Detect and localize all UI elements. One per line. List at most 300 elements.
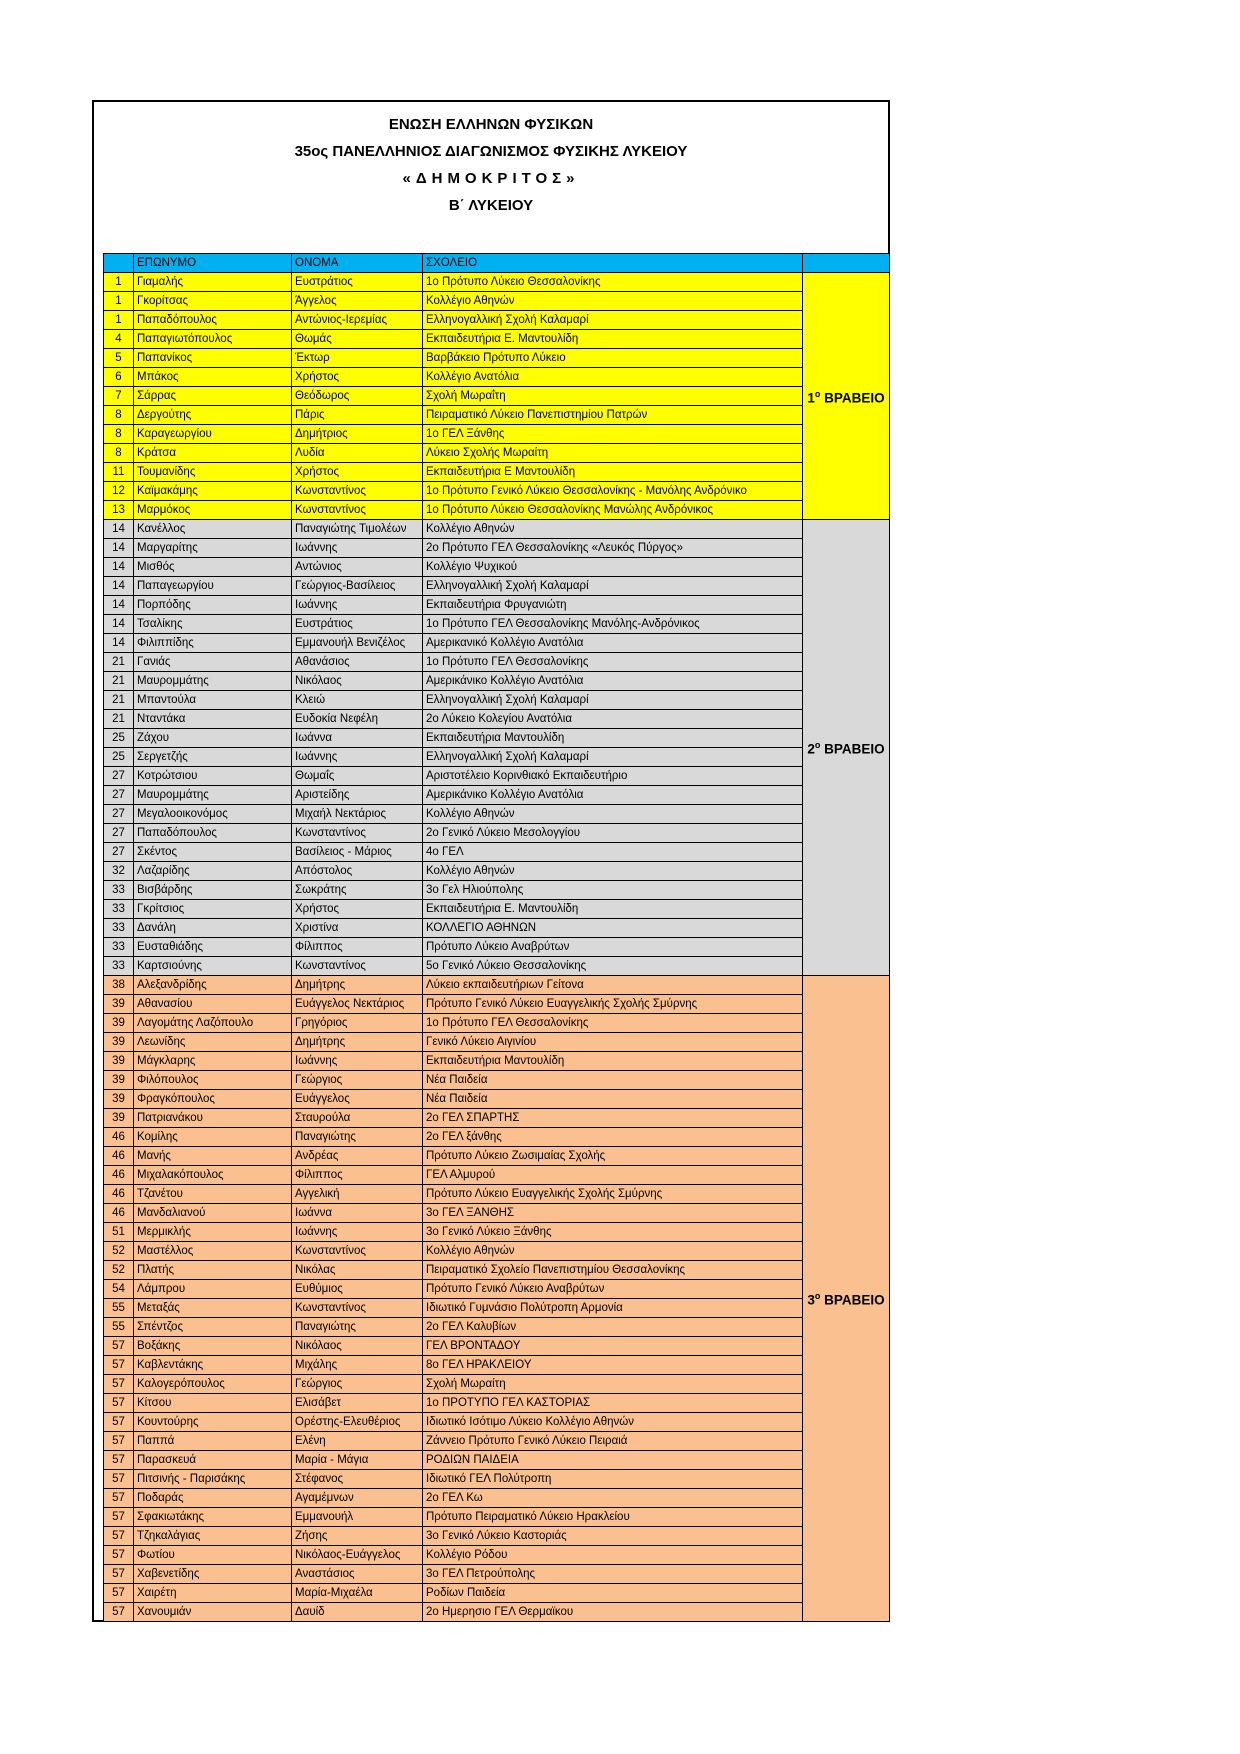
name-cell: Εμμανουήλ Βενιζέλος: [292, 634, 423, 653]
name-cell: Λυδία: [292, 444, 423, 463]
table-row: [104, 1546, 890, 1565]
school-cell: Εκπαιδευτήρια Φρυγανιώτη: [423, 596, 803, 615]
surname-cell: Κοτρώτσιου: [134, 767, 292, 786]
school-cell: Λύκειο Σχολής Μωραίτη: [423, 444, 803, 463]
school-cell: 3ο Γενικό Λύκειο Καστοριάς: [423, 1527, 803, 1546]
school-cell: Νέα Παιδεία: [423, 1071, 803, 1090]
school-cell: Αμερικανικό Κολλέγιο Ανατόλια: [423, 634, 803, 653]
name-cell: Ευάγγελος Νεκτάριος: [292, 995, 423, 1014]
name-cell: Χρήστος: [292, 463, 423, 482]
school-cell: 2ο Πρότυπο ΓΕΛ Θεσσαλονίκης «Λευκός Πύργος»: [423, 539, 803, 558]
surname-cell: Πιτσινής - Παρισάκης: [134, 1470, 292, 1489]
school-cell: Γενικό Λύκειο Αιγινίου: [423, 1033, 803, 1052]
surname-cell: Μανδαλιανού: [134, 1204, 292, 1223]
rank-cell: 6: [104, 368, 134, 387]
school-cell: 2ο Γενικό Λύκειο Μεσολογγίου: [423, 824, 803, 843]
table-row: [104, 1280, 890, 1299]
name-cell: Ορέστης-Ελευθέριος: [292, 1413, 423, 1432]
table-row: [104, 330, 890, 349]
surname-cell: Μιχαλακόπουλος: [134, 1166, 292, 1185]
surname-cell: Σφακιωτάκης: [134, 1508, 292, 1527]
rank-cell: 4: [104, 330, 134, 349]
surname-cell: Ευσταθιάδης: [134, 938, 292, 957]
rank-cell: 55: [104, 1318, 134, 1337]
name-cell: Έκτωρ: [292, 349, 423, 368]
surname-cell: Μαστέλλος: [134, 1242, 292, 1261]
rank-cell: 33: [104, 919, 134, 938]
prize-label: $1^o$ ΒΡΑΒΕΙΟ: [803, 273, 890, 520]
surname-cell: Λαζαρίδης: [134, 862, 292, 881]
surname-cell: Μαυρομμάτης: [134, 672, 292, 691]
rank-cell: 1: [104, 292, 134, 311]
name-cell: Ζήσης: [292, 1527, 423, 1546]
name-cell: Απόστολος: [292, 862, 423, 881]
school-cell: 3ο ΓΕΛ Πετρούπολης: [423, 1565, 803, 1584]
school-cell: 3ο ΓΕΛ ΞΑΝΘΗΣ: [423, 1204, 803, 1223]
rank-cell: 46: [104, 1166, 134, 1185]
prize-column-header: [803, 254, 890, 273]
surname-cell: Πορπόδης: [134, 596, 292, 615]
table-row: [104, 1356, 890, 1375]
table-row: [104, 919, 890, 938]
surname-cell: Παρασκευά: [134, 1451, 292, 1470]
table-row: [104, 1109, 890, 1128]
school-cell: Κολλέγιο Αθηνών: [423, 862, 803, 881]
surname-cell: Γκρίτσιος: [134, 900, 292, 919]
name-cell: Γρηγόριος: [292, 1014, 423, 1033]
surname-cell: Καραγεωργίου: [134, 425, 292, 444]
name-cell: Νικόλας: [292, 1261, 423, 1280]
school-cell: 2ο ΓΕΛ ξάνθης: [423, 1128, 803, 1147]
name-cell: Παναγιώτης Τιμολέων: [292, 520, 423, 539]
table-row: [104, 957, 890, 976]
table-row: [104, 425, 890, 444]
school-cell: Ελληνογαλλική Σχολή Καλαμαρί: [423, 577, 803, 596]
results-table: [103, 253, 890, 1622]
rank-cell: 14: [104, 520, 134, 539]
surname-cell: Σκέντος: [134, 843, 292, 862]
school-cell: Λύκειο εκπαιδευτήριων Γείτονα: [423, 976, 803, 995]
rank-cell: 57: [104, 1470, 134, 1489]
table-row: [104, 1470, 890, 1489]
table-row: [104, 881, 890, 900]
table-row: [104, 634, 890, 653]
rank-cell: 25: [104, 748, 134, 767]
name-cell: Ευθύμιος: [292, 1280, 423, 1299]
rank-cell: 13: [104, 501, 134, 520]
name-cell: Φίλιππος: [292, 938, 423, 957]
name-cell: Ιωάννης: [292, 539, 423, 558]
name-cell: Χριστίνα: [292, 919, 423, 938]
surname-cell: Τζηκαλάγιας: [134, 1527, 292, 1546]
table-row: [104, 368, 890, 387]
surname-cell: Μαρμόκος: [134, 501, 292, 520]
table-row: [104, 444, 890, 463]
table-row: [104, 1185, 890, 1204]
table-row: [104, 843, 890, 862]
name-cell: Πάρις: [292, 406, 423, 425]
surname-cell: Παπανίκος: [134, 349, 292, 368]
school-cell: 1ο ΠΡΟΤΥΠΟ ΓΕΛ ΚΑΣΤΟΡΙΑΣ: [423, 1394, 803, 1413]
name-cell: Ιωάννα: [292, 1204, 423, 1223]
rank-cell: 33: [104, 938, 134, 957]
school-column-header: ΣΧΟΛΕΙΟ: [423, 254, 803, 273]
rank-cell: 32: [104, 862, 134, 881]
title-competition: 35ος ΠΑΝΕΛΛΗΝΙΟΣ ΔΙΑΓΩΝΙΣΜΟΣ ΦΥΣΙΚΗΣ ΛΥΚΕΙΟΥ: [294, 143, 688, 160]
table-row: [104, 1071, 890, 1090]
surname-cell: Παπαγεωργίου: [134, 577, 292, 596]
school-cell: ΓΕΛ ΒΡΟΝΤΑΔΟΥ: [423, 1337, 803, 1356]
rank-cell: 52: [104, 1242, 134, 1261]
school-cell: Ιδιωτικό Γυμνάσιο Πολύτροπη Αρμονία: [423, 1299, 803, 1318]
name-cell: Κλειώ: [292, 691, 423, 710]
surname-cell: Χαβενετίδης: [134, 1565, 292, 1584]
rank-cell: 39: [104, 1109, 134, 1128]
name-cell: Αντώνιος-Ιερεμίας: [292, 311, 423, 330]
surname-cell: Παπαδόπουλος: [134, 824, 292, 843]
school-cell: Εκπαιδευτήρια Ε. Μαντουλίδη: [423, 900, 803, 919]
rank-cell: 57: [104, 1356, 134, 1375]
surname-cell: Καβλεντάκης: [134, 1356, 292, 1375]
school-cell: Σχολή Μωραίτη: [423, 1375, 803, 1394]
table-row: [104, 596, 890, 615]
school-cell: Πειραματικό Σχολείο Πανεπιστημίου Θεσσαλονίκης: [423, 1261, 803, 1280]
table-row: [104, 520, 890, 539]
rank-cell: 57: [104, 1508, 134, 1527]
surname-cell: Χανουμιάν: [134, 1603, 292, 1622]
surname-cell: Τσαλίκης: [134, 615, 292, 634]
school-cell: Ροδίων Παιδεία: [423, 1584, 803, 1603]
table-row: [104, 653, 890, 672]
surname-cell: Μάγκλαρης: [134, 1052, 292, 1071]
rank-cell: 21: [104, 691, 134, 710]
school-cell: Ζάννειο Πρότυπο Γενικό Λύκειο Πειραιά: [423, 1432, 803, 1451]
school-cell: Νέα Παιδεία: [423, 1090, 803, 1109]
table-row: [104, 1584, 890, 1603]
surname-cell: Σπέντζος: [134, 1318, 292, 1337]
rank-cell: 51: [104, 1223, 134, 1242]
table-row: [104, 805, 890, 824]
rank-cell: 33: [104, 881, 134, 900]
name-cell: Γεώργιος-Βασίλειος: [292, 577, 423, 596]
name-cell: Κωνσταντίνος: [292, 824, 423, 843]
surname-cell: Μισθός: [134, 558, 292, 577]
surname-cell: Ποδαράς: [134, 1489, 292, 1508]
surname-column-header: ΕΠΩΝΥΜΟ: [134, 254, 292, 273]
rank-cell: 5: [104, 349, 134, 368]
name-cell: Κωνσταντίνος: [292, 1299, 423, 1318]
table-row: [104, 862, 890, 881]
rank-cell: 39: [104, 1052, 134, 1071]
surname-cell: Γανιάς: [134, 653, 292, 672]
name-cell: Αθανάσιος: [292, 653, 423, 672]
name-cell: Γεώργιος: [292, 1071, 423, 1090]
name-cell: Ευδοκία Νεφέλη: [292, 710, 423, 729]
name-cell: Δαυίδ: [292, 1603, 423, 1622]
rank-cell: 57: [104, 1394, 134, 1413]
name-cell: Μιχαήλ Νεκτάριος: [292, 805, 423, 824]
prize-label: $3^o$ ΒΡΑΒΕΙΟ: [803, 976, 890, 1622]
table-row: [104, 463, 890, 482]
table-row: [104, 1261, 890, 1280]
name-cell: Κωνσταντίνος: [292, 957, 423, 976]
table-row: [104, 672, 890, 691]
title-competition-name: «ΔΗΜΟΚΡΙΤΟΣ»: [402, 170, 580, 187]
table-row: [104, 1299, 890, 1318]
table-row: [104, 900, 890, 919]
surname-cell: Μπαντούλα: [134, 691, 292, 710]
name-cell: Χρήστος: [292, 900, 423, 919]
school-cell: Αμερικάνικο Κολλέγιο Ανατόλια: [423, 786, 803, 805]
rank-cell: 8: [104, 406, 134, 425]
surname-cell: Λεωνίδης: [134, 1033, 292, 1052]
school-cell: Κολλέγιο Αθηνών: [423, 520, 803, 539]
school-cell: Αμερικάνικο Κολλέγιο Ανατόλια: [423, 672, 803, 691]
school-cell: 1ο Πρότυπο ΓΕΛ Θεσσαλονίκης: [423, 1014, 803, 1033]
table-row: [104, 976, 890, 995]
table-row: [104, 1413, 890, 1432]
name-cell: Σωκράτης: [292, 881, 423, 900]
rank-cell: 57: [104, 1603, 134, 1622]
rank-cell: 21: [104, 672, 134, 691]
name-cell: Μαρία - Μάγια: [292, 1451, 423, 1470]
surname-cell: Κανέλλος: [134, 520, 292, 539]
surname-cell: Πατριανάκου: [134, 1109, 292, 1128]
school-cell: Ιδιωτικό Ισότιμο Λύκειο Κολλέγιο Αθηνών: [423, 1413, 803, 1432]
name-cell: Νικόλαος: [292, 1337, 423, 1356]
school-cell: ΓΕΛ Αλμυρού: [423, 1166, 803, 1185]
surname-cell: Μπάκος: [134, 368, 292, 387]
table-row: [104, 1375, 890, 1394]
school-cell: 3ο Γελ Ηλιούπολης: [423, 881, 803, 900]
school-cell: Κολλέγιο Αθηνών: [423, 805, 803, 824]
rank-cell: 57: [104, 1451, 134, 1470]
surname-cell: Λάμπρου: [134, 1280, 292, 1299]
name-cell: Αναστάσιος: [292, 1565, 423, 1584]
school-cell: Σχολή Μωραΐτη: [423, 387, 803, 406]
rank-cell: 1: [104, 311, 134, 330]
table-row: [104, 1242, 890, 1261]
name-cell: Δημήτριος: [292, 425, 423, 444]
school-cell: Κολλέγιο Αθηνών: [423, 1242, 803, 1261]
table-row: [104, 1394, 890, 1413]
rank-cell: 33: [104, 957, 134, 976]
school-cell: Πρότυπο Λύκειο Αναβρύτων: [423, 938, 803, 957]
name-cell: Παναγιώτης: [292, 1318, 423, 1337]
table-row: [104, 1204, 890, 1223]
name-cell: Ιωάννα: [292, 729, 423, 748]
school-cell: 1ο Πρότυπο Γενικό Λύκειο Θεσσαλονίκης - Μανόλης Ανδρόνικο: [423, 482, 803, 501]
school-cell: Ελληνογαλλική Σχολή Καλαμαρί: [423, 311, 803, 330]
school-cell: Πρότυπο Γενικό Λύκειο Ευαγγελικής Σχολής Σμύρνης: [423, 995, 803, 1014]
rank-cell: 11: [104, 463, 134, 482]
table-row: [104, 691, 890, 710]
name-cell: Δημήτρης: [292, 1033, 423, 1052]
surname-cell: Χαιρέτη: [134, 1584, 292, 1603]
table-row: [104, 1090, 890, 1109]
school-cell: Εκπαιδευτήρια Μαντουλίδη: [423, 729, 803, 748]
school-cell: 2ο Ημερησιο ΓΕΛ Θερμαϊκου: [423, 1603, 803, 1622]
school-cell: 1ο Πρότυπο Λύκειο Θεσσαλονίκης Μανώλης Ανδρόνικος: [423, 501, 803, 520]
rank-cell: 57: [104, 1584, 134, 1603]
school-cell: 1ο ΓΕΛ Ξάνθης: [423, 425, 803, 444]
school-cell: Πρότυπο Πειραματικό Λύκειο Ηρακλείου: [423, 1508, 803, 1527]
name-cell: Άγγελος: [292, 292, 423, 311]
school-cell: 5ο Γενικό Λύκειο Θεσσαλονίκης: [423, 957, 803, 976]
rank-cell: 46: [104, 1185, 134, 1204]
rank-cell: 1: [104, 273, 134, 292]
school-cell: Πειραματικό Λύκειο Πανεπιστημίου Πατρών: [423, 406, 803, 425]
surname-cell: Αθανασίου: [134, 995, 292, 1014]
name-cell: Ανδρέας: [292, 1147, 423, 1166]
school-cell: Εκπαιδευτήρια Ε Μαντουλίδη: [423, 463, 803, 482]
name-cell: Σταυρούλα: [292, 1109, 423, 1128]
rank-cell: 14: [104, 615, 134, 634]
school-cell: ΡΟΔΙΩΝ ΠΑΙΔΕΙΑ: [423, 1451, 803, 1470]
name-cell: Ευστράτιος: [292, 615, 423, 634]
rank-cell: 38: [104, 976, 134, 995]
rank-cell: 52: [104, 1261, 134, 1280]
table-row: [104, 1603, 890, 1622]
title-grade: Β΄ ΛΥΚΕΙΟΥ: [448, 197, 534, 214]
name-cell: Θεόδωρος: [292, 387, 423, 406]
school-cell: Εκπαιδευτήρια Ε. Μαντουλίδη: [423, 330, 803, 349]
rank-cell: 33: [104, 900, 134, 919]
rank-cell: 27: [104, 843, 134, 862]
table-row: [104, 292, 890, 311]
school-cell: 4ο ΓΕΛ: [423, 843, 803, 862]
surname-cell: Σεργετζής: [134, 748, 292, 767]
school-cell: Πρότυπο Λύκειο Ζωσιμαίας Σχολής: [423, 1147, 803, 1166]
table-row: [104, 311, 890, 330]
name-column-header: ΟΝΟΜΑ: [292, 254, 423, 273]
table-row: [104, 1337, 890, 1356]
table-row: [104, 1527, 890, 1546]
rank-cell: 57: [104, 1527, 134, 1546]
rank-cell: 27: [104, 767, 134, 786]
school-cell: 8ο ΓΕΛ ΗΡΑΚΛΕΙΟΥ: [423, 1356, 803, 1375]
rank-cell: 14: [104, 558, 134, 577]
name-cell: Κωνσταντίνος: [292, 501, 423, 520]
table-row: [104, 482, 890, 501]
surname-cell: Μερμικλής: [134, 1223, 292, 1242]
rank-cell: 7: [104, 387, 134, 406]
table-row: [104, 577, 890, 596]
rank-cell: 14: [104, 539, 134, 558]
name-cell: Γεώργιος: [292, 1375, 423, 1394]
rank-cell: 46: [104, 1147, 134, 1166]
surname-cell: Σάρρας: [134, 387, 292, 406]
rank-cell: 39: [104, 1033, 134, 1052]
table-row: [104, 1451, 890, 1470]
surname-cell: Λαγομάτης Λαζόπουλο: [134, 1014, 292, 1033]
rank-column-header: [104, 254, 134, 273]
rank-cell: 39: [104, 1090, 134, 1109]
surname-cell: Αλεξανδρίδης: [134, 976, 292, 995]
surname-cell: Φραγκόπουλος: [134, 1090, 292, 1109]
name-cell: Εμμανουήλ: [292, 1508, 423, 1527]
surname-cell: Μαυρομμάτης: [134, 786, 292, 805]
surname-cell: Καϊμακάμης: [134, 482, 292, 501]
name-cell: Αντώνιος: [292, 558, 423, 577]
title-organization: ΕΝΩΣΗ ΕΛΛΗΝΩΝ ΦΥΣΙΚΩΝ: [388, 116, 594, 133]
surname-cell: Μαργαρίτης: [134, 539, 292, 558]
table-row: [104, 1052, 890, 1071]
table-row: [104, 1223, 890, 1242]
name-cell: Ιωάννης: [292, 1052, 423, 1071]
rank-cell: 46: [104, 1128, 134, 1147]
table-row: [104, 1489, 890, 1508]
rank-cell: 57: [104, 1375, 134, 1394]
name-cell: Θωμαΐς: [292, 767, 423, 786]
rank-cell: 39: [104, 1071, 134, 1090]
surname-cell: Κράτσα: [134, 444, 292, 463]
name-cell: Ελένη: [292, 1432, 423, 1451]
school-cell: Ελληνογαλλική Σχολή Καλαμαρί: [423, 691, 803, 710]
table-row: [104, 1033, 890, 1052]
table-row: [104, 938, 890, 957]
rank-cell: 57: [104, 1413, 134, 1432]
surname-cell: Μανής: [134, 1147, 292, 1166]
rank-cell: 57: [104, 1546, 134, 1565]
prize-label: $2^o$ ΒΡΑΒΕΙΟ: [803, 520, 890, 976]
name-cell: Ιωάννης: [292, 748, 423, 767]
school-cell: 2ο ΓΕΛ ΣΠΑΡΤΗΣ: [423, 1109, 803, 1128]
school-cell: Κολλέγιο Ανατόλια: [423, 368, 803, 387]
school-cell: 2ο ΓΕΛ Κω: [423, 1489, 803, 1508]
school-cell: 1ο Πρότυπο Λύκειο Θεσσαλονίκης: [423, 273, 803, 292]
rank-cell: 14: [104, 634, 134, 653]
name-cell: Αριστείδης: [292, 786, 423, 805]
table-row: [104, 1128, 890, 1147]
table-row: [104, 273, 890, 292]
surname-cell: Κουντούρης: [134, 1413, 292, 1432]
table-row: [104, 767, 890, 786]
table-row: [104, 786, 890, 805]
rank-cell: 54: [104, 1280, 134, 1299]
surname-cell: Μεταξάς: [134, 1299, 292, 1318]
name-cell: Ιωάννης: [292, 596, 423, 615]
surname-cell: Δανάλη: [134, 919, 292, 938]
name-cell: Παναγιώτης: [292, 1128, 423, 1147]
table-header-row: [104, 254, 890, 273]
surname-cell: Παππά: [134, 1432, 292, 1451]
surname-cell: Καρτσιούνης: [134, 957, 292, 976]
name-cell: Βασίλειος - Μάριος: [292, 843, 423, 862]
school-cell: 3ο Γενικό Λύκειο Ξάνθης: [423, 1223, 803, 1242]
name-cell: Φίλιππος: [292, 1166, 423, 1185]
school-cell: Κολλέγιο Αθηνών: [423, 292, 803, 311]
surname-cell: Βοξάκης: [134, 1337, 292, 1356]
rank-cell: 27: [104, 805, 134, 824]
surname-cell: Νταντάκα: [134, 710, 292, 729]
surname-cell: Βισβάρδης: [134, 881, 292, 900]
name-cell: Μαρία-Μιχαέλα: [292, 1584, 423, 1603]
table-row: [104, 1508, 890, 1527]
school-cell: Πρότυπο Λύκειο Ευαγγελικής Σχολής Σμύρνης: [423, 1185, 803, 1204]
school-cell: Ελληνογαλλική Σχολή Καλαμαρί: [423, 748, 803, 767]
rank-cell: 39: [104, 1014, 134, 1033]
table-row: [104, 1014, 890, 1033]
surname-cell: Γκορίτσας: [134, 292, 292, 311]
rank-cell: 46: [104, 1204, 134, 1223]
name-cell: Νικόλαος: [292, 672, 423, 691]
surname-cell: Κομίλης: [134, 1128, 292, 1147]
table-row: [104, 1432, 890, 1451]
surname-cell: Ζάχου: [134, 729, 292, 748]
surname-cell: Φιλόπουλος: [134, 1071, 292, 1090]
name-cell: Ευάγγελος: [292, 1090, 423, 1109]
